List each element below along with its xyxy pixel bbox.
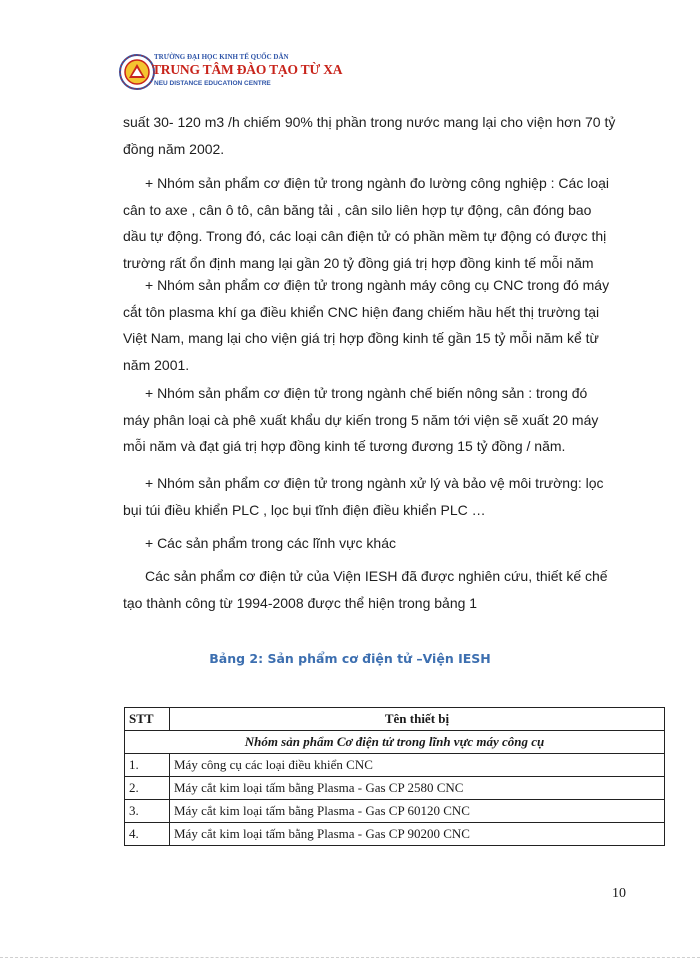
row-stt: 1. [125, 754, 170, 777]
column-header-name: Tên thiết bị [170, 708, 665, 731]
paragraph-environment [123, 470, 615, 523]
table-header-row [125, 708, 665, 731]
logo-university-name: TRƯỜNG ĐẠI HỌC KINH TẾ QUỐC DÂN [154, 53, 289, 61]
row-name: Máy cắt kim loại tấm bằng Plasma - Gas CP 60120 CNC [170, 800, 665, 823]
text-line: Việt Nam, mang lại cho viện giá trị hợp đồng kinh tế gần 15 tỷ mỗi năm kể từ [123, 330, 599, 346]
text-line: + Nhóm sản phẩm cơ điện tử trong ngành đo lường công nghiệp : Các loại [145, 175, 609, 191]
text-line: + Nhóm sản phẩm cơ điện tử trong ngành xử lý và bảo vệ môi trường: lọc [145, 475, 604, 491]
row-stt: 2. [125, 777, 170, 800]
product-table [124, 707, 665, 846]
paragraph-cnc [123, 272, 615, 378]
column-header-stt: STT [125, 708, 170, 731]
row-name: Máy cắt kim loại tấm bằng Plasma - Gas CP 2580 CNC [170, 777, 665, 800]
text-line: cân to axe , cân ô tô, cân băng tải , cân silo liên hợp tự động, cân đóng bao [123, 201, 592, 218]
text-line: + Các sản phẩm trong các lĩnh vực khác [145, 535, 396, 551]
text-line: mỗi năm và đạt giá trị hợp đồng kinh tế tương đương 15 tỷ đồng / năm. [123, 438, 566, 454]
text-line: bụi túi điều khiển PLC , lọc bụi tĩnh điện điều khiển PLC … [123, 501, 486, 518]
table-row [125, 777, 665, 800]
paragraph-summary [123, 563, 615, 616]
row-stt: 3. [125, 800, 170, 823]
page-number: 10 [612, 886, 626, 901]
row-stt: 4. [125, 823, 170, 846]
table-caption: Bảng 2: Sản phẩm cơ điện tử –Viện IESH [209, 651, 491, 666]
logo-centre-english: NEU DISTANCE EDUCATION CENTRE [154, 80, 271, 87]
row-name: Máy công cụ các loại điều khiển CNC [170, 754, 665, 777]
paragraph-agriculture [123, 380, 615, 460]
text-line: suất 30- 120 m3 /h chiếm 90% thị phần trong nước mang lại cho viện hơn 70 tỷ [123, 114, 616, 130]
paragraph-measurement [123, 170, 615, 276]
text-line: Các sản phẩm cơ điện tử của Viện IESH đã được nghiên cứu, thiết kế chế [145, 568, 608, 584]
table-group-row [125, 731, 665, 754]
text-line: dầu tự động. Trong đó, các loại cân điện tử có phần mềm tự động có được thị [123, 228, 607, 244]
logo-centre-name: TRUNG TÂM ĐÀO TẠO TỪ XA [152, 62, 343, 77]
text-line: cắt tôn plasma khí ga điều khiển CNC hiện đang chiếm hầu hết thị trường tại [123, 303, 600, 320]
table-row [125, 800, 665, 823]
text-line: máy phân loại cà phê xuất khẩu dự kiến trong 5 năm tới viện sẽ xuất 20 máy [123, 411, 599, 428]
text-line: năm 2001. [123, 356, 190, 373]
paragraph-1 [123, 109, 615, 162]
text-line: đồng năm 2002. [123, 140, 225, 157]
table-row [125, 823, 665, 846]
paragraph-other [123, 530, 615, 557]
group-label: Nhóm sản phẩm Cơ điện tử trong lĩnh vực máy công cụ [125, 731, 665, 754]
page-bottom-divider [0, 957, 700, 958]
text-line: tạo thành công từ 1994-2008 được thể hiện trong bảng 1 [123, 594, 478, 611]
text-line: trường rất ổn định mang lại gần 20 tỷ đồng giá trị hợp đồng kinh tế mỗi năm [123, 254, 594, 271]
text-line: + Nhóm sản phẩm cơ điện tử trong ngành chế biến nông sản : trong đó [145, 385, 588, 401]
row-name: Máy cắt kim loại tấm bằng Plasma - Gas CP 90200 CNC [170, 823, 665, 846]
table-row [125, 754, 665, 777]
header-logo [118, 52, 343, 94]
text-line: + Nhóm sản phẩm cơ điện tử trong ngành máy công cụ CNC trong đó máy [145, 277, 610, 293]
